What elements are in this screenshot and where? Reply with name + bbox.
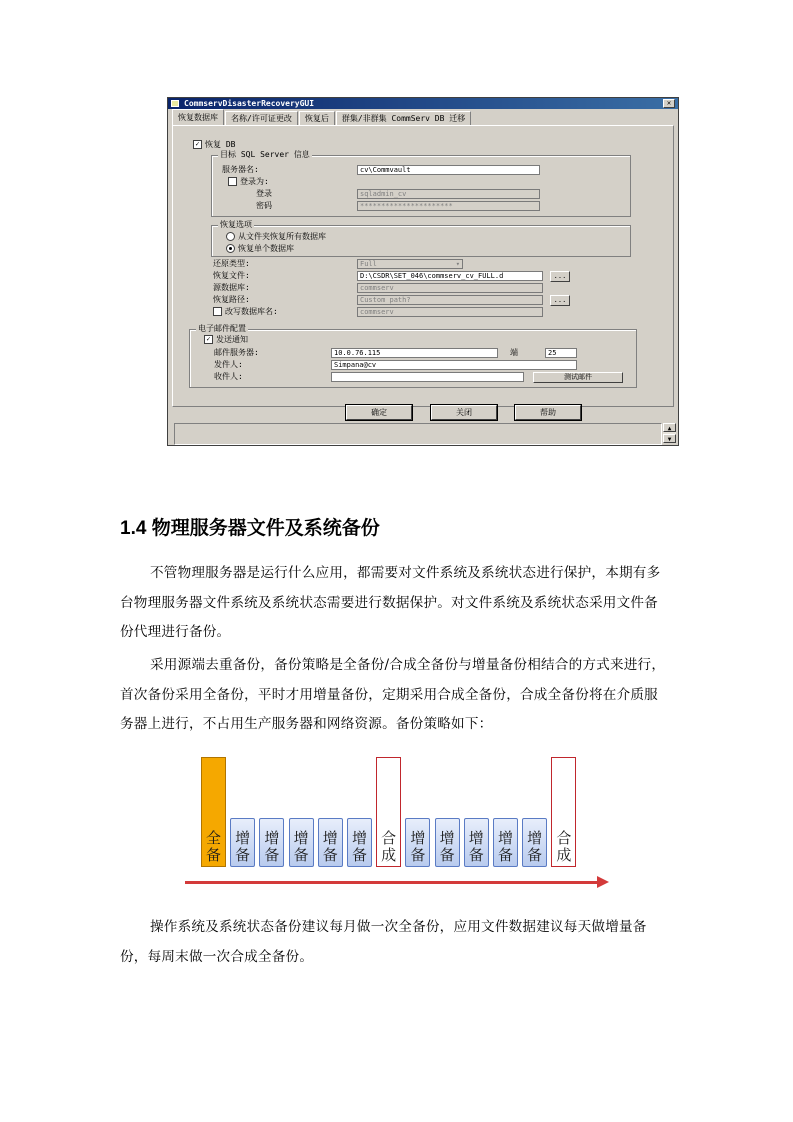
server-name-input[interactable]: cv\Commvault xyxy=(357,165,540,175)
paragraph-1-line: 份代理进行备份。 xyxy=(120,624,231,640)
paragraph-3-line: 份，每周末做一次合成全备份。 xyxy=(120,948,314,965)
restore-options-group xyxy=(211,220,631,257)
block-label: 全 备 xyxy=(205,829,221,864)
paragraph-1 xyxy=(120,559,680,648)
backup-block-full xyxy=(201,757,226,867)
block-label: 增 备 xyxy=(468,829,484,864)
recipient-input[interactable] xyxy=(331,372,524,382)
email-config-title: 电子邮件配置 xyxy=(198,324,246,333)
restore-type-label: 还原类型: xyxy=(213,259,250,268)
sender-label: 发件人: xyxy=(214,360,243,369)
paragraph-2-line: 务器上进行，不占用生产服务器和网络资源。备份策略如下： xyxy=(120,716,493,732)
timeline-arrow-shaft xyxy=(185,881,599,884)
password-label: 密码 xyxy=(256,201,272,210)
radio-off-icon xyxy=(226,232,235,241)
backup-block-synthetic xyxy=(551,757,576,867)
paragraph-1-line: 不管物理服务器是运行什么应用，都需要对文件系统及系统状态进行保护，本期有多 xyxy=(150,565,661,581)
tab-strip xyxy=(172,111,472,125)
restore-db-checkbox[interactable] xyxy=(193,140,235,150)
mail-server-label: 邮件服务器: xyxy=(214,348,259,357)
paragraph-2 xyxy=(120,651,680,740)
close-button[interactable]: 关闭 xyxy=(431,405,497,420)
arrow-right-icon xyxy=(597,876,609,888)
paragraph-3 xyxy=(120,913,680,972)
block-label: 增 备 xyxy=(497,829,513,864)
rename-db-input[interactable]: commserv xyxy=(357,307,543,317)
send-notify-checkbox[interactable] xyxy=(204,335,248,345)
paragraph-2-line: 首次备份采用全备份，平时才用增量备份，定期采用合成全备份，合成全备份将在介质服 xyxy=(120,686,658,703)
chevron-down-icon: ▾ xyxy=(455,260,460,268)
rename-db-checkbox[interactable] xyxy=(213,307,278,317)
block-label: 增 备 xyxy=(293,829,309,864)
backup-block-incremental xyxy=(435,818,460,867)
section-heading: 1.4 物理服务器文件及系统备份 xyxy=(120,518,380,539)
backup-block-incremental xyxy=(405,818,430,867)
restore-file-label: 恢复文件: xyxy=(213,271,250,280)
option-all-label: 从文件夹恢复所有数据库 xyxy=(238,232,326,241)
option-all-radio[interactable] xyxy=(226,232,326,242)
checkbox-checked-icon: ✓ xyxy=(204,335,213,344)
paragraph-3-line: 操作系统及系统状态备份建议每月做一次全备份，应用文件数据建议每天做增量备 xyxy=(150,919,647,935)
browse-path-button[interactable]: ... xyxy=(550,295,570,306)
radio-on-icon xyxy=(226,244,235,253)
login-as-label: 登录为: xyxy=(240,177,269,186)
restore-type-value: Full xyxy=(360,260,377,268)
backup-block-incremental xyxy=(230,818,255,867)
login-as-checkbox[interactable] xyxy=(228,177,269,187)
tab-restore-db[interactable]: 恢复数据库 xyxy=(172,109,224,125)
port-input[interactable]: 25 xyxy=(545,348,577,358)
checkbox-empty-icon xyxy=(228,177,237,186)
block-label: 合 成 xyxy=(381,829,397,864)
backup-block-incremental xyxy=(522,818,547,867)
dr-gui-window xyxy=(167,97,679,446)
source-db-input[interactable]: commserv xyxy=(357,283,543,293)
port-label: 端 xyxy=(510,348,518,357)
backup-block-incremental xyxy=(347,818,372,867)
window-titlebar xyxy=(168,98,678,109)
option-single-radio[interactable] xyxy=(226,244,294,254)
source-db-label: 源数据库: xyxy=(213,283,250,292)
server-name-label: 服务器名: xyxy=(222,165,259,174)
browse-file-button[interactable]: ... xyxy=(550,271,570,282)
recipient-label: 收件人: xyxy=(214,372,243,381)
paragraph-2-line: 采用源端去重备份，备份策略是全备份/合成全备份与增量备份相结合的方式来进行， xyxy=(150,657,666,673)
backup-block-incremental xyxy=(259,818,284,867)
block-label: 合 成 xyxy=(556,829,572,864)
option-single-label: 恢复单个数据库 xyxy=(238,244,294,253)
ok-button[interactable]: 确定 xyxy=(346,405,412,420)
backup-block-incremental xyxy=(464,818,489,867)
tab-panel xyxy=(172,125,674,407)
backup-block-synthetic xyxy=(376,757,401,867)
checkbox-empty-icon xyxy=(213,307,222,316)
backup-block-incremental xyxy=(493,818,518,867)
restore-path-input[interactable]: Custom path? xyxy=(357,295,543,305)
block-label: 增 备 xyxy=(527,829,543,864)
backup-block-incremental xyxy=(289,818,314,867)
block-label: 增 备 xyxy=(439,829,455,864)
checkbox-checked-icon: ✓ xyxy=(193,140,202,149)
tab-cluster-migrate[interactable]: 群集/非群集 CommServ DB 迁移 xyxy=(336,111,471,125)
restore-path-label: 恢复路径: xyxy=(213,295,250,304)
log-scrollbar[interactable] xyxy=(663,423,676,443)
block-label: 增 备 xyxy=(351,829,367,864)
app-icon xyxy=(171,100,179,107)
block-label: 增 备 xyxy=(322,829,338,864)
window-title: CommservDisasterRecoveryGUI xyxy=(184,99,315,108)
restore-file-input[interactable]: D:\CSDR\SET_046\commserv_cv_FULL.d xyxy=(357,271,543,281)
backup-block-incremental xyxy=(318,818,343,867)
block-label: 增 备 xyxy=(410,829,426,864)
scroll-down-icon[interactable]: ▼ xyxy=(663,434,676,443)
log-area[interactable] xyxy=(174,423,662,445)
target-sql-group-title: 目标 SQL Server 信息 xyxy=(220,150,310,159)
close-icon[interactable]: ✕ xyxy=(663,99,675,108)
scroll-up-icon[interactable]: ▲ xyxy=(663,423,676,432)
password-input[interactable]: ********************** xyxy=(357,201,540,211)
tab-post-restore[interactable]: 恢复后 xyxy=(299,111,335,125)
mail-server-input[interactable]: 10.0.76.115 xyxy=(331,348,498,358)
restore-db-label: 恢复 DB xyxy=(205,140,236,149)
block-label: 增 备 xyxy=(235,829,251,864)
target-sql-group xyxy=(211,150,631,217)
paragraph-1-line: 台物理服务器文件系统及系统状态需要进行数据保护。对文件系统及系统状态采用文件备 xyxy=(120,594,658,611)
restore-options-title: 恢复选项 xyxy=(220,220,252,229)
restore-type-select[interactable] xyxy=(357,259,463,269)
send-notify-label: 发送通知 xyxy=(216,335,248,344)
sender-input[interactable]: Simpana@cv xyxy=(331,360,577,370)
block-label: 增 备 xyxy=(264,829,280,864)
tab-name-license[interactable]: 名称/许可证更改 xyxy=(225,111,298,125)
email-config-group xyxy=(189,324,637,388)
test-mail-button[interactable]: 测试邮件 xyxy=(533,372,623,383)
help-button[interactable]: 帮助 xyxy=(515,405,581,420)
login-label: 登录 xyxy=(256,189,272,198)
login-input[interactable]: sqladmin_cv xyxy=(357,189,540,199)
rename-db-label: 改写数据库名: xyxy=(225,307,278,316)
